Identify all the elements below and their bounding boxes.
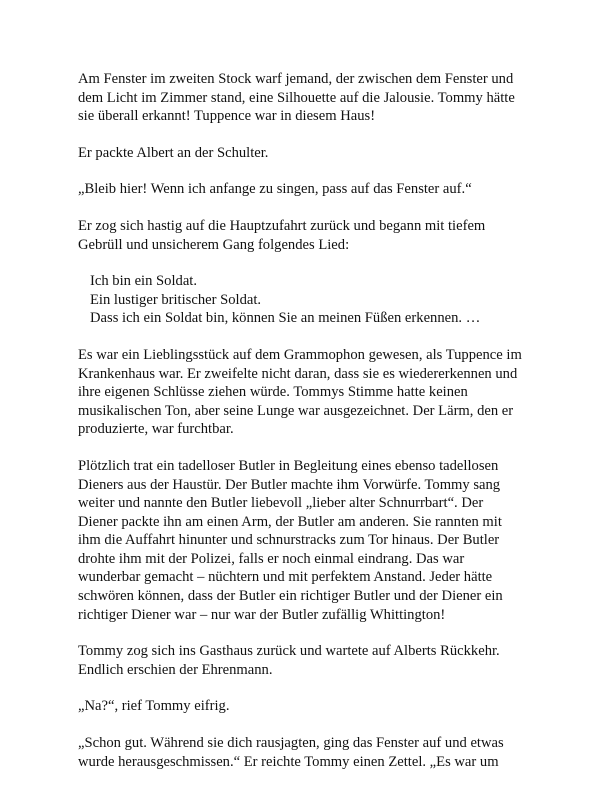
- paragraph-song-intro: [78, 217, 538, 254]
- paragraph-inn: [78, 642, 538, 679]
- document-page: [78, 70, 538, 789]
- text-line: wunderbar gemacht – nüchtern und mit perfektem Anstand. Jeder hätte: [78, 569, 493, 586]
- song-verse: [78, 272, 538, 328]
- text-line: Tommy zog sich ins Gasthaus zurück und wartete auf Alberts Rückkehr.: [78, 643, 500, 660]
- paragraph-shoulder: [78, 144, 538, 163]
- text-line: Es war ein Lieblingsstück auf dem Grammophon gewesen, als Tuppence im: [78, 346, 522, 363]
- paragraph-stay-here: [78, 180, 538, 199]
- text-line: richtiger Diener war – nur war der Butler zufällig Whittington!: [78, 606, 446, 623]
- text-line: ihre eigenen Schlüsse ziehen würde. Tommys Stimme hatte keinen: [78, 384, 468, 401]
- text-line: Diener packte ihn am einen Arm, der Butler am anderen. Sie rannten mit: [78, 513, 502, 530]
- text-line: Endlich erschien der Ehrenmann.: [78, 661, 273, 678]
- song-line: Ein lustiger britischer Soldat.: [90, 291, 262, 308]
- text-line: wurde herausgeschmissen.“ Er reichte Tommy einen Zettel. „Es war um: [78, 753, 499, 770]
- text-line: Am Fenster im zweiten Stock warf jemand, der zwischen dem Fenster und: [78, 71, 514, 87]
- text-line: Krankenhaus war. Er zweifelte nicht daran, dass sie es wiedererkennen und: [78, 365, 518, 382]
- paragraph-silhouette: [78, 70, 538, 126]
- text-line: „Na?“, rief Tommy eifrig.: [78, 698, 230, 715]
- text-line: weiter und nannte den Butler liebevoll „lieber alter Schnurrbart“. Der: [78, 495, 484, 512]
- text-line: drohte ihm mit der Polizei, falls er noch einmal eindrang. Das war: [78, 550, 465, 567]
- song-line: Ich bin ein Soldat.: [90, 273, 198, 290]
- text-line: „Bleib hier! Wenn ich anfange zu singen, pass auf das Fenster auf.“: [78, 181, 472, 198]
- text-line: dem Licht im Zimmer stand, eine Silhouette auf die Jalousie. Tommy hätte: [78, 89, 515, 106]
- text-line: schwören können, dass der Butler ein richtiger Butler und der Diener ein: [78, 588, 503, 605]
- text-line: musikalischen Ton, aber seine Lunge war ausgezeichnet. Der Lärm, den er: [78, 402, 514, 419]
- text-line: „Schon gut. Während sie dich rausjagten, ging das Fenster auf und etwas: [78, 735, 504, 752]
- text-line: Gebrüll und unsicherem Gang folgendes Lied:: [78, 236, 350, 253]
- paragraph-note: [78, 734, 538, 771]
- paragraph-na: [78, 697, 538, 716]
- text-line: ihm die Auffahrt hinunter und schnurstracks zum Tor hinaus. Der Butler: [78, 532, 500, 549]
- text-line: Plötzlich trat ein tadelloser Butler in Begleitung eines ebenso tadellosen: [78, 457, 499, 474]
- text-line: Er packte Albert an der Schulter.: [78, 144, 269, 161]
- paragraph-grammophone: [78, 346, 538, 439]
- song-line: Dass ich ein Soldat bin, können Sie an meinen Füßen erkennen. …: [90, 310, 481, 327]
- text-line: Er zog sich hastig auf die Hauptzufahrt zurück und begann mit tiefem: [78, 217, 486, 234]
- text-line: Dieners aus der Haustür. Der Butler machte ihm Vorwürfe. Tommy sang: [78, 476, 501, 493]
- text-line: produzierte, war furchtbar.: [78, 421, 234, 438]
- paragraph-butler: [78, 457, 538, 624]
- text-line: sie überall erkannt! Tuppence war in diesem Haus!: [78, 108, 376, 125]
